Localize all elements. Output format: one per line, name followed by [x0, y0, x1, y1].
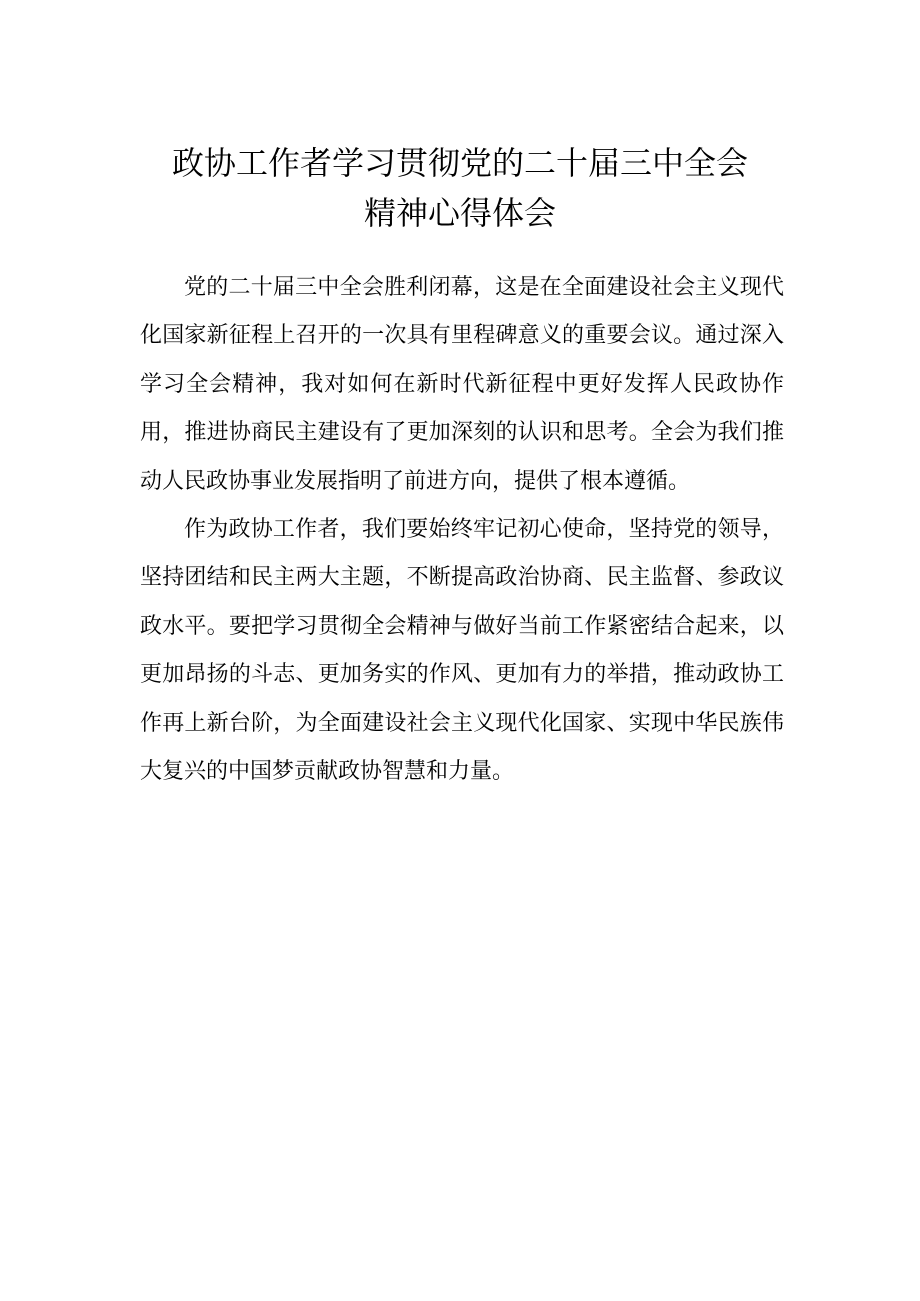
document-title	[0, 138, 920, 238]
title-line-1: 政协工作者学习贯彻党的二十届三中全会	[171, 144, 748, 182]
document-body	[140, 264, 784, 796]
paragraph-2: 作为政协工作者，我们要始终牢记初心使命，坚持党的领导，坚持团结和民主两大主题，不断提高政治协商、民主监督、参政议政水平。要把学习贯彻全会精神与做好当前工作紧密结合起来，以更加昂扬的斗志、更加务实的作风、更加有力的举措，推动政协工作再上新台阶，为全面建设社会主义现代化国家、实现中华民族伟大复兴的中国梦贡献政协智慧和力量。	[140, 517, 784, 785]
title-line-2: 精神心得体会	[363, 194, 556, 232]
paragraph-1: 党的二十届三中全会胜利闭幕，这是在全面建设社会主义现代化国家新征程上召开的一次具有里程碑意义的重要会议。通过深入学习全会精神，我对如何在新时代新征程中更好发挥人民政协作用，推进协商民主建设有了更加深刻的认识和思考。全会为我们推动人民政协事业发展指明了前进方向，提供了根本遵循。	[140, 275, 784, 494]
